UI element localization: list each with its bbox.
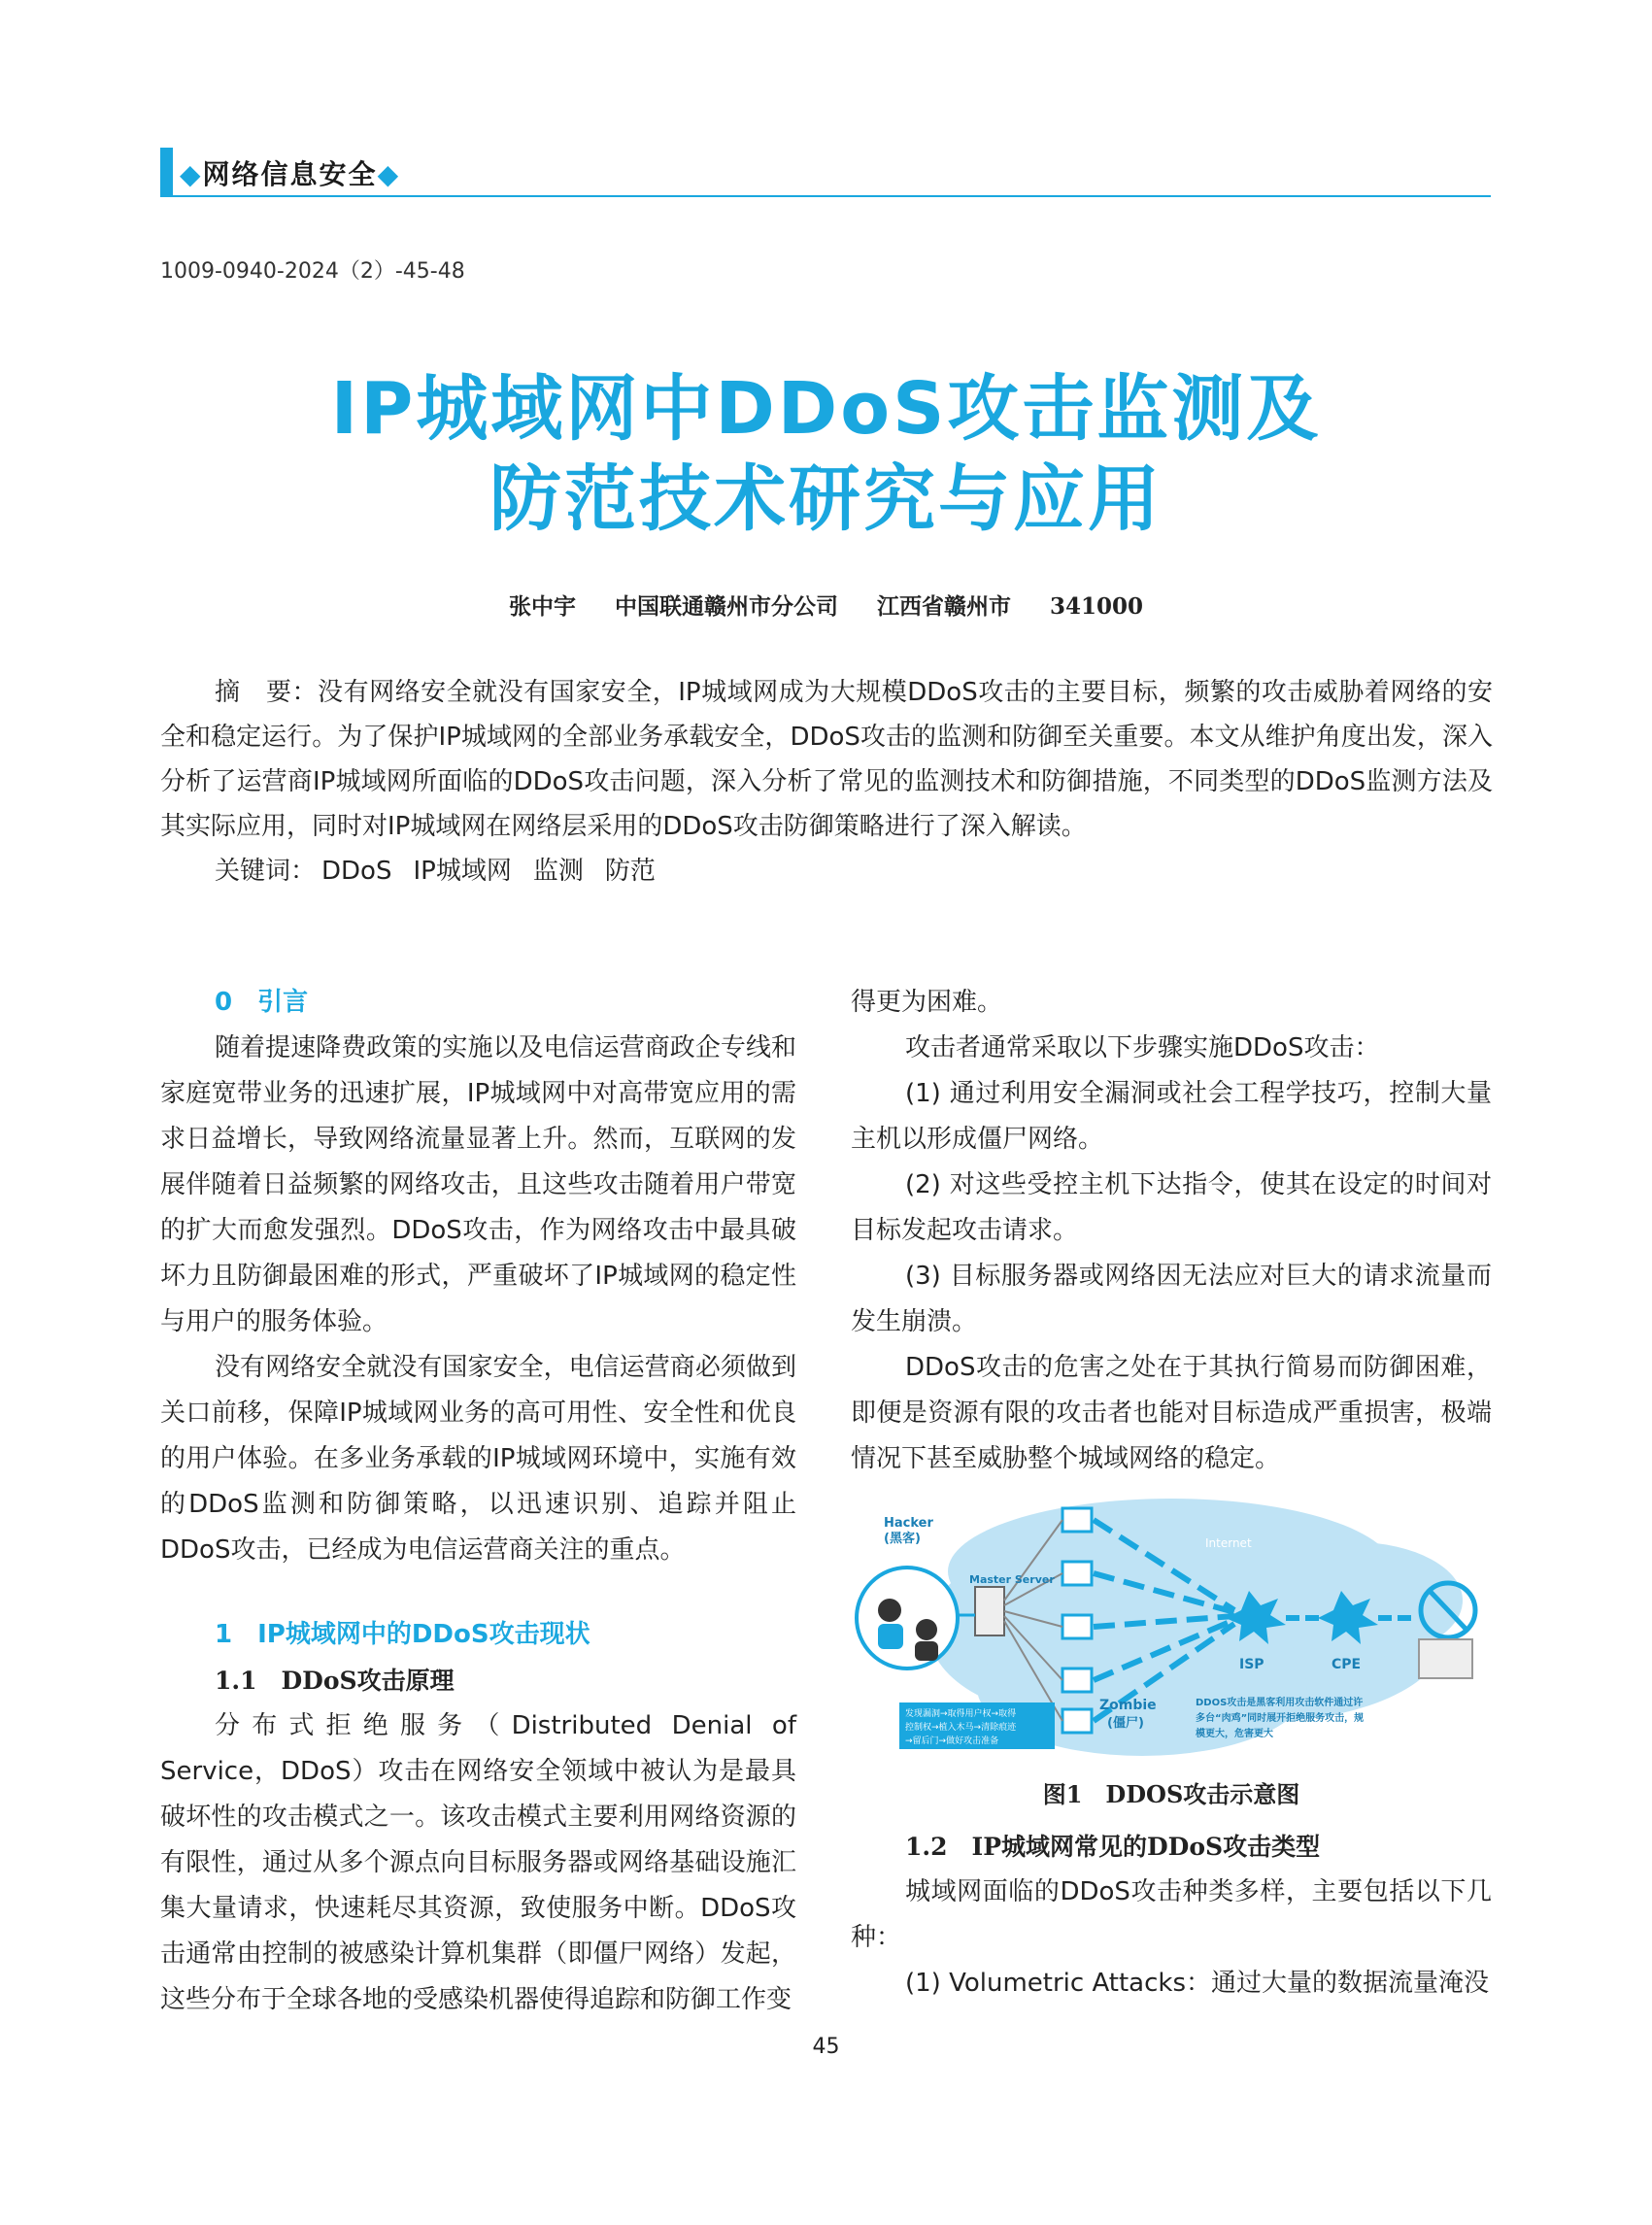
header-accent-bar xyxy=(160,148,173,196)
svg-text:CPE: CPE xyxy=(1332,1657,1362,1672)
svg-text:模更大，危害更大: 模更大，危害更大 xyxy=(1196,1729,1273,1739)
right-column xyxy=(851,980,1492,2006)
doc-id: 1009-0940-2024（2）-45-48 xyxy=(160,259,465,284)
diamond-icon: ◆ xyxy=(180,158,203,190)
paragraph: DDoS攻击的危害之处在于其执行简易而防御困难，即便是资源有限的攻击者也能对目标造成严重损害，极端情况下甚至威胁整个城域网络的稳定。 xyxy=(851,1353,1492,1473)
paragraph: 分布式拒绝服务（Distributed Denial of Service，DDoS）攻击在网络安全领域中被认为是最具破坏性的攻击模式之一。该攻击模式主要利用网络资源的有限性，通过从多个源点向目标服务器或网络基础设施汇集大量请求，快速耗尽其资源，致使服务中断。DDoS攻击通常由控制的被感染计算机集群（即僵尸网络）发起，这些分布于全球各地的受感染机器使得追踪和防御工作变 xyxy=(160,1711,796,2014)
author-city: 江西省赣州市 xyxy=(876,593,1011,620)
svg-text:(僵尸): (僵尸) xyxy=(1107,1716,1144,1731)
svg-text:Zombie: Zombie xyxy=(1099,1698,1157,1713)
keyword: DDoS xyxy=(321,857,392,886)
author-postcode: 341000 xyxy=(1050,593,1144,620)
ddos-diagram-figure xyxy=(851,1494,1492,1766)
svg-text:ISP: ISP xyxy=(1239,1657,1264,1672)
svg-text:Master Server: Master Server xyxy=(969,1573,1055,1586)
svg-text:(黑客): (黑客) xyxy=(884,1532,921,1546)
list-item: (3) 目标服务器或网络因无法应对巨大的请求流量而发生崩溃。 xyxy=(851,1262,1492,1336)
person-icon xyxy=(916,1619,937,1640)
svg-text:Internet: Internet xyxy=(1205,1536,1252,1550)
svg-text:多台“肉鸡”同时展开拒绝服务攻击，规: 多台“肉鸡”同时展开拒绝服务攻击，规 xyxy=(1196,1713,1365,1724)
figure-caption: 图1 DDOS攻击示意图 xyxy=(1042,1780,1300,1808)
subsection-heading-1-2: 1.2 IP城域网常见的DDoS攻击类型 xyxy=(905,1833,1321,1861)
left-column xyxy=(160,980,796,2023)
abstract-text: 摘 要：没有网络安全就没有国家安全，IP城域网成为大规模DDoS攻击的主要目标，频繁的攻击威胁着网络的安全和稳定运行。为了保护IP城域网的全部业务承载安全，DDoS攻击的监测和防御至关重要。本文从维护角度出发，深入分析了运营商IP城域网所面临的DDoS攻击问题，深入分析了常见的监测技术和防御措施，不同类型的DDoS监测方法及其实际应用，同时对IP城域网在网络层采用的DDoS攻击防御策略进行了深入解读。 xyxy=(160,678,1493,841)
section-label: ◆网络信息安全◆ xyxy=(180,158,401,190)
section-heading-intro: 0 引言 xyxy=(215,988,309,1017)
paragraph: 没有网络安全就没有国家安全，电信运营商必须做到关口前移，保障IP城域网业务的高可用性、安全性和优良的用户体验。在多业务承载的IP城域网环境中，实施有效的DDoS监测和防御策略，以迅速识别、追踪并阻止DDoS攻击，已经成为电信运营商关注的重点。 xyxy=(160,1353,796,1565)
svg-text:发现漏洞→取得用户权→取得: 发现漏洞→取得用户权→取得 xyxy=(905,1709,1017,1719)
svg-text:DDOS攻击是黑客利用攻击软件通过许: DDOS攻击是黑客利用攻击软件通过许 xyxy=(1196,1698,1364,1708)
page-number: 45 xyxy=(812,2035,840,2059)
ddos-diagram xyxy=(851,1494,1492,1766)
keywords xyxy=(215,851,677,887)
list-item: (1) Volumetric Attacks：通过大量的数据流量淹没 xyxy=(905,1969,1490,1998)
person-icon xyxy=(878,1599,901,1622)
author-org: 中国联通赣州市分公司 xyxy=(614,593,838,620)
keyword: 防范 xyxy=(604,857,656,886)
abstract xyxy=(160,670,1493,849)
server-icon xyxy=(975,1587,1004,1635)
keywords-label: 关键词： xyxy=(215,857,317,886)
section-heading-1: 1 IP城域网中的DDoS攻击现状 xyxy=(215,1620,590,1649)
keyword: IP城域网 xyxy=(413,857,512,886)
author-name: 张中宇 xyxy=(508,593,576,620)
user-pc-icon xyxy=(1419,1639,1472,1678)
keyword: 监测 xyxy=(532,857,584,886)
list-item: (1) 通过利用安全漏洞或社会工程学技巧，控制大量主机以形成僵尸网络。 xyxy=(851,1079,1492,1154)
paragraph-continued: 得更为困难。 xyxy=(851,988,1003,1017)
title-line-2: 防范技术研究与应用 xyxy=(489,457,1163,541)
paragraph: 攻击者通常采取以下步骤实施DDoS攻击： xyxy=(905,1033,1380,1062)
hacker-circle xyxy=(857,1568,958,1669)
author-line xyxy=(0,589,1652,621)
title-line-1: IP城域网中DDoS攻击监测及 xyxy=(330,367,1322,451)
svg-text:Hacker: Hacker xyxy=(884,1516,933,1531)
svg-text:控制权→植入木马→清除痕迹: 控制权→植入木马→清除痕迹 xyxy=(905,1723,1017,1733)
diamond-icon: ◆ xyxy=(377,158,401,190)
header-rule xyxy=(160,195,1491,197)
subsection-heading-1-1: 1.1 DDoS攻击原理 xyxy=(215,1667,455,1695)
list-item: (2) 对这些受控主机下达指令，使其在设定的时间对目标发起攻击请求。 xyxy=(851,1170,1492,1245)
svg-text:→留后门→做好攻击准备: →留后门→做好攻击准备 xyxy=(905,1736,999,1746)
paragraph: 城域网面临的DDoS攻击种类多样，主要包括以下几种： xyxy=(851,1877,1492,1952)
paragraph: 随着提速降费政策的实施以及电信运营商政企专线和家庭宽带业务的迅速扩展，IP城域网中对高带宽应用的需求日益增长，导致网络流量显著上升。然而，互联网的发展伴随着日益频繁的网络攻击，且这些攻击随着用户带宽的扩大而愈发强烈。DDoS攻击，作为网络攻击中最具破坏力且防御最困难的形式，严重破坏了IP城域网的稳定性与用户的服务体验。 xyxy=(160,1033,796,1336)
